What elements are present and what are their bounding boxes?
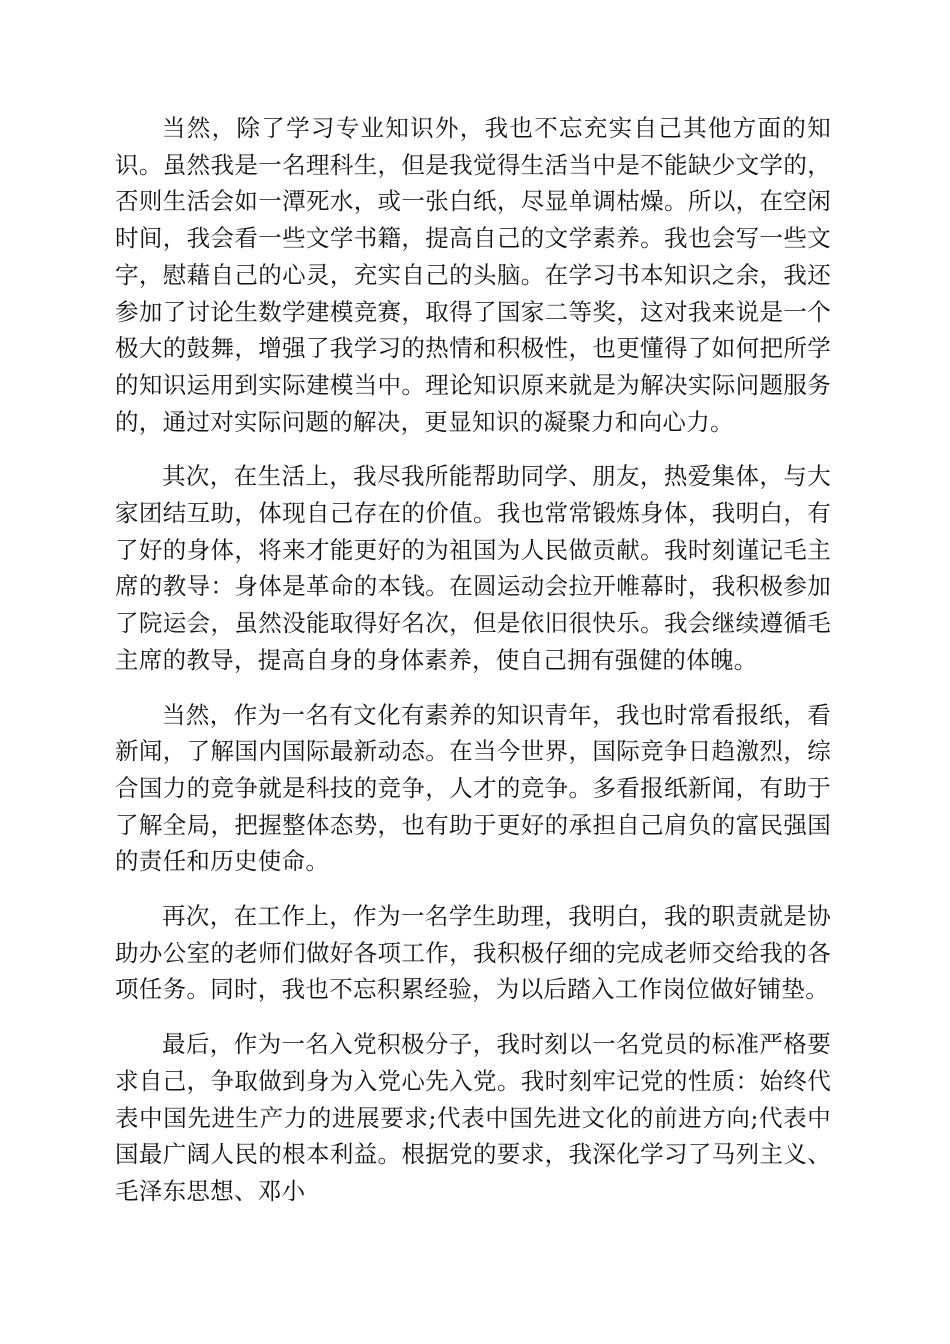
paragraph-study: 当然，除了学习专业知识外，我也不忘充实自己其他方面的知识。虽然我是一名理科生，但是我觉得生活当中是不能缺少文学的，否则生活会如一潭死水，或一张白纸，尽显单调枯燥。所以，在空闲时间，我会看一些文学书籍，提高自己的文学素养。我也会写一些文字，慰藉自己的心灵，充实自己的头脑。在学习书本知识之余，我还参加了讨论生数学建模竞赛，取得了国家二等奖，这对我来说是一个极大的鼓舞，增强了我学习的热情和积极性，也更懂得了如何把所学的知识运用到实际建模当中。理论知识原来就是为解决实际问题服务的，通过对实际问题的解决，更显知识的凝聚力和向心力。 [115, 114, 831, 436]
paragraph-party: 最后，作为一名入党积极分子，我时刻以一名党员的标准严格要求自己，争取做到身为入党心先入党。我时刻牢记党的性质：始终代表中国先进生产力的进展要求;代表中国先进文化的前进方向;代表中国最广阔人民的根本利益。根据党的要求，我深化学习了马列主义、毛泽东思想、邓小 [115, 1030, 831, 1205]
paragraph-news: 当然，作为一名有文化有素养的知识青年，我也时常看报纸，看新闻，了解国内国际最新动态。在当今世界，国际竞争日趋激烈，综合国力的竞争就是科技的竞争，人才的竞争。多看报纸新闻，有助于了解全局，把握整体态势，也有助于更好的承担自己肩负的富民强国的责任和历史使命。 [115, 700, 831, 876]
document-body [115, 110, 831, 1228]
paragraph-work: 再次，在工作上，作为一名学生助理，我明白，我的职责就是协助办公室的老师们做好各项工作，我积极仔细的完成老师交给我的各项任务。同时，我也不忘积累经验，为以后踏入工作岗位做好铺垫。 [115, 902, 831, 1004]
paragraph-life: 其次，在生活上，我尽我所能帮助同学、朋友，热爱集体，与大家团结互助，体现自己存在的价值。我也常常锻炼身体，我明白，有了好的身体，将来才能更好的为祖国为人民做贡献。我时刻谨记毛主席的教导：身体是革命的本钱。在圆运动会拉开帷幕时，我积极参加了院运会，虽然没能取得好名次，但是依旧很快乐。我会继续遵循毛主席的教导，提高自身的身体素养，使自己拥有强健的体魄。 [115, 462, 831, 674]
